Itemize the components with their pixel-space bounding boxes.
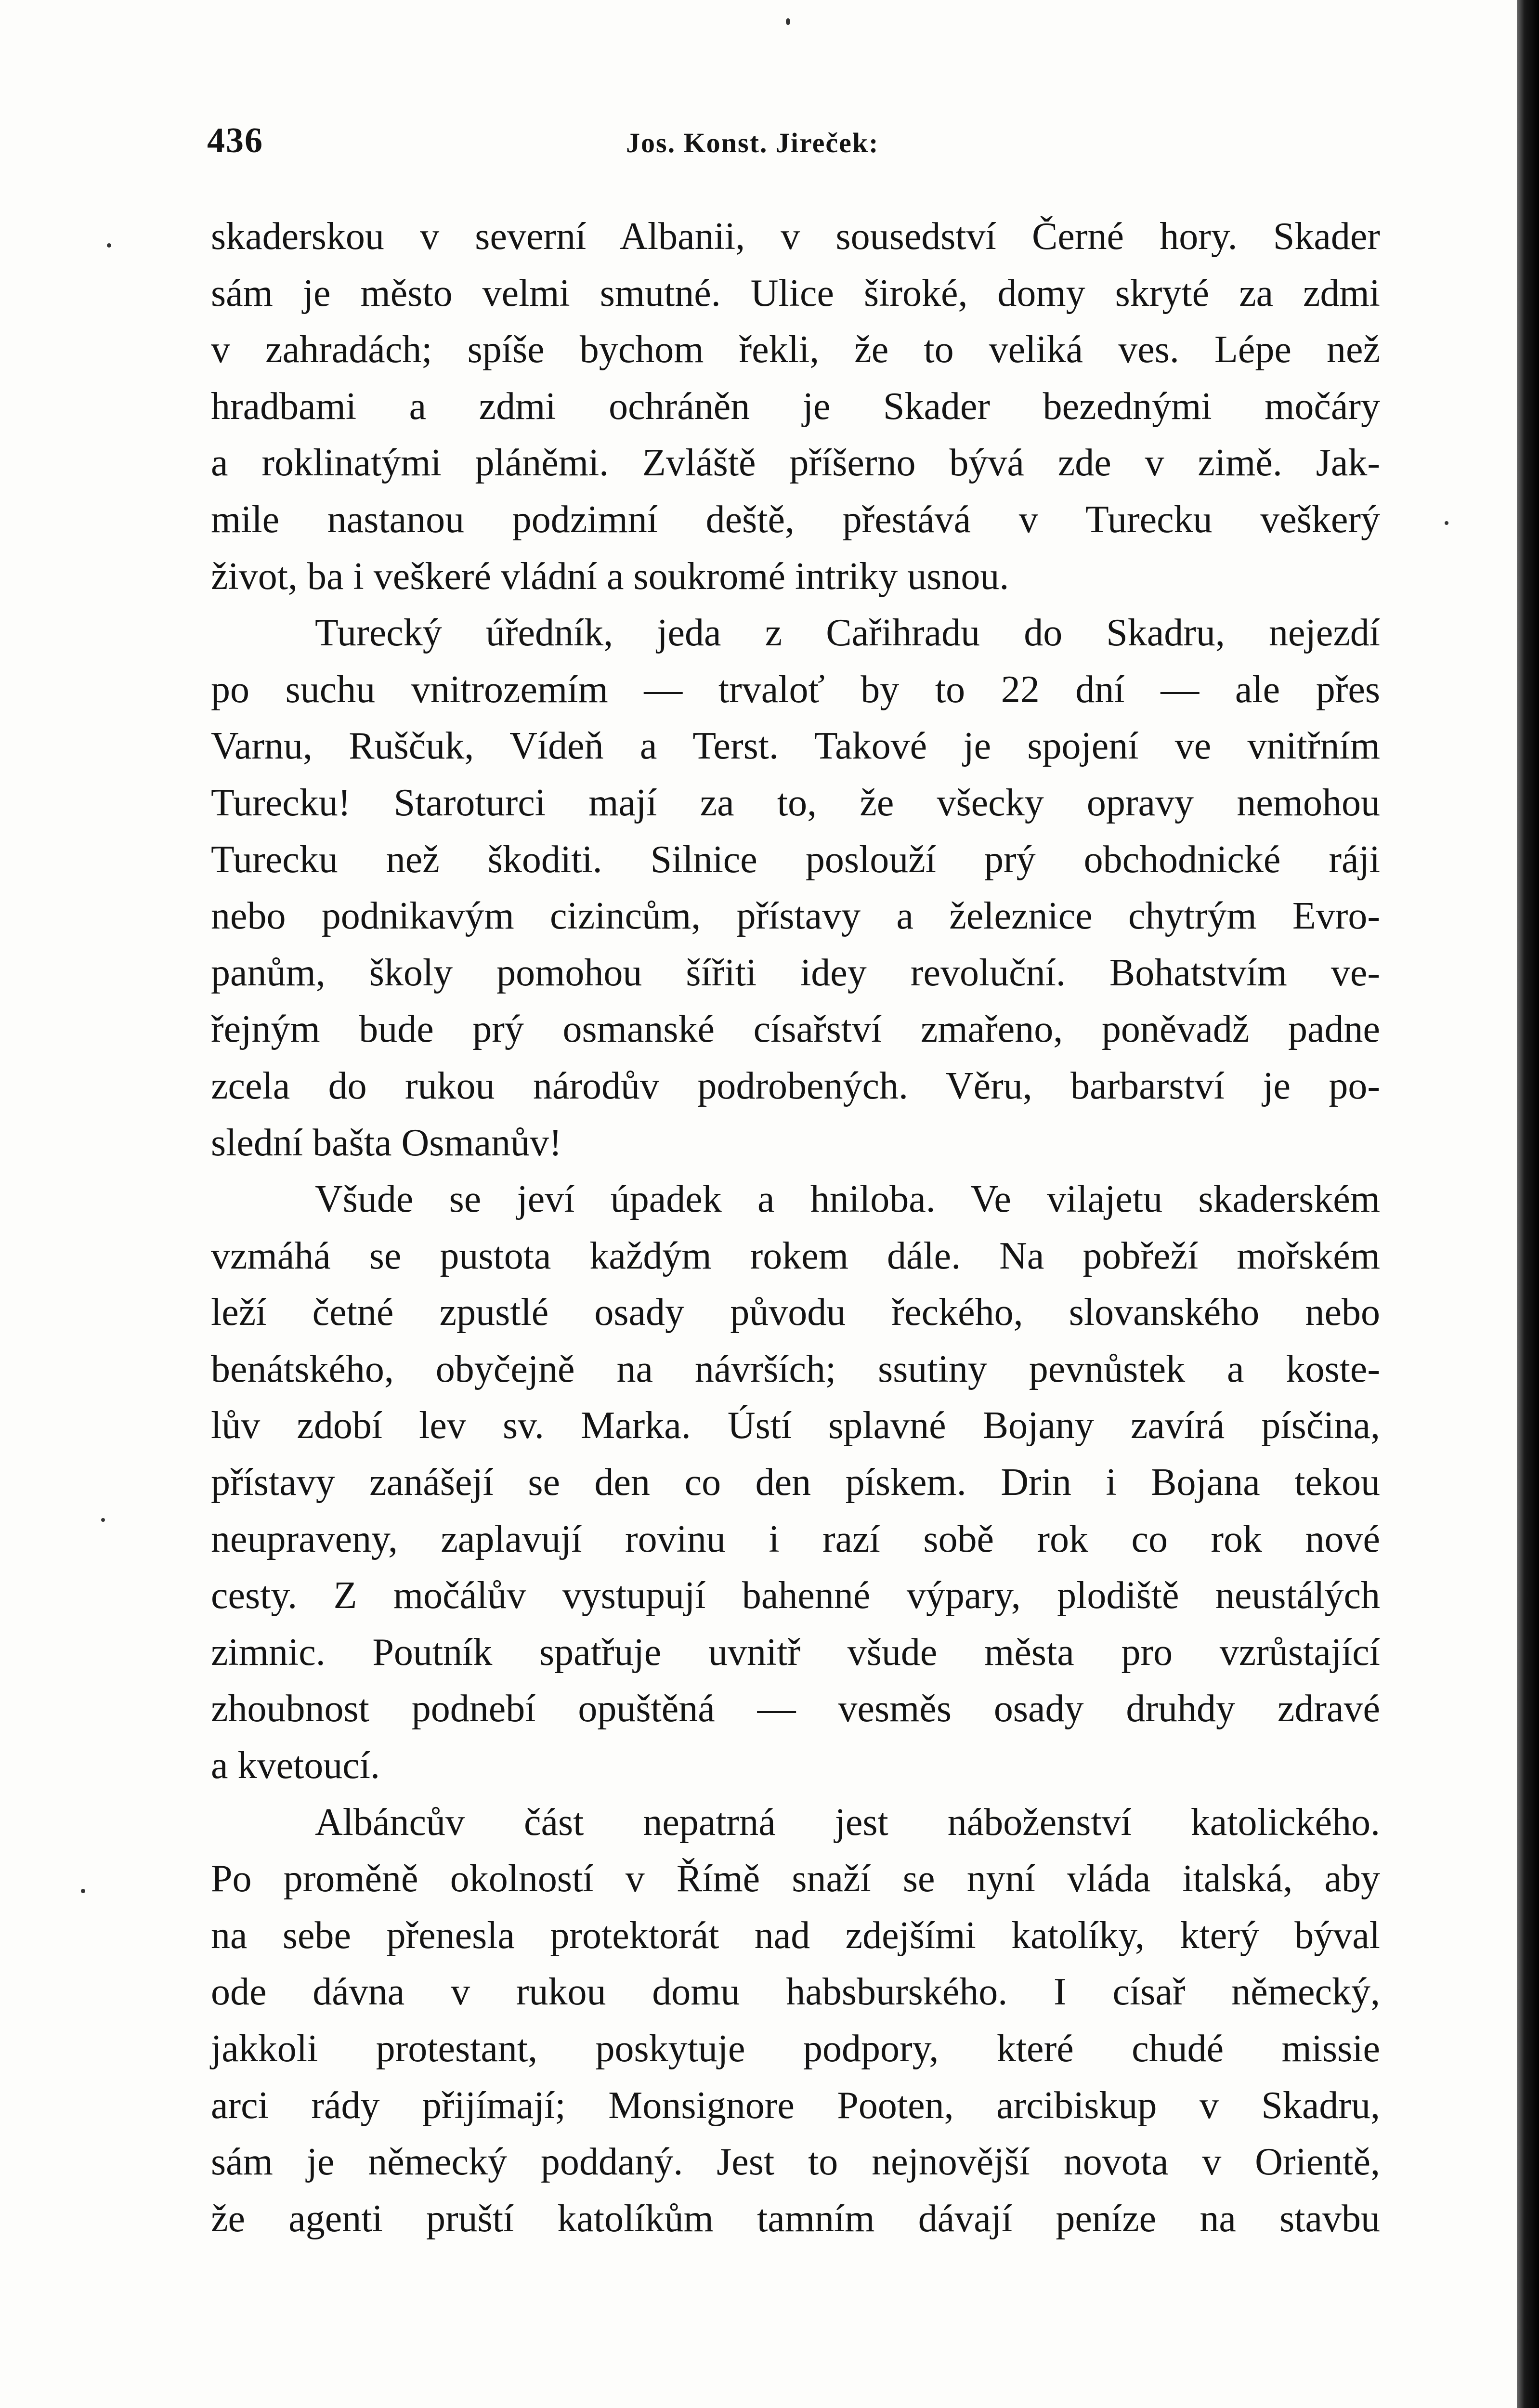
text-line: mile nastanou podzimní deště, přestává v Turecku veškerý — [211, 498, 1380, 541]
text-line: leží četné zpustlé osady původu řeckého, slovanského nebo — [211, 1291, 1380, 1334]
running-head: Jos. Konst. Jireček: — [626, 127, 879, 158]
text-line: vzmáhá se pustota každým rokem dále. Na pobřeží mořském — [211, 1234, 1380, 1277]
text-line: řejným bude prý osmanské císařství zmařeno, poněvadž padne — [211, 1008, 1380, 1051]
text-line: zhoubnost podnebí opuštěná — vesměs osady druhdy zdravé — [211, 1688, 1380, 1730]
page-header — [207, 111, 1377, 169]
text-line: slední bašta Osmanův! — [211, 1121, 562, 1164]
text-line: hradbami a zdmi ochráněn je Skader bezednými močáry — [211, 385, 1380, 428]
body-text — [211, 209, 1380, 2247]
text-line: Albáncův část nepatrná jest náboženství katolického. — [315, 1801, 1380, 1844]
text-line: život, ba i veškeré vládní a soukromé intriky usnou. — [211, 555, 1009, 598]
text-line: jakkoli protestant, poskytuje podpory, které chudé missie — [211, 2028, 1380, 2070]
print-speck — [1445, 521, 1448, 525]
print-speck — [786, 18, 790, 25]
text-line: skaderskou v severní Albanii, v sousedství Černé hory. Skader — [211, 215, 1380, 258]
text-line: neupraveny, zaplavují rovinu i razí sobě rok co rok nové — [211, 1518, 1380, 1560]
text-line: sám je město velmi smutné. Ulice široké, domy skryté za zdmi — [211, 272, 1380, 314]
text-line: zimnic. Poutník spatřuje uvnitř všude města pro vzrůstající — [211, 1631, 1380, 1674]
text-line: panům, školy pomohou šířiti idey revoluční. Bohatstvím ve- — [211, 951, 1380, 994]
print-speck — [101, 1518, 105, 1522]
text-line: Všude se jeví úpadek a hniloba. Ve vilajetu skaderském — [315, 1178, 1380, 1221]
text-line: sám je německý poddaný. Jest to nejnovější novota v Orientě, — [211, 2141, 1380, 2184]
text-line: benátského, obyčejně na návrších; ssutiny pevnůstek a koste- — [211, 1348, 1380, 1390]
text-line: Turecký úředník, jeda z Cařihradu do Skadru, nejezdí — [315, 612, 1380, 654]
scan-edge-shadow — [1517, 0, 1539, 2408]
text-line: arci rády přijímají; Monsignore Pooten, arcibiskup v Skadru, — [211, 2084, 1380, 2127]
text-line: zcela do rukou národův podrobených. Věru, barbarství je po- — [211, 1064, 1380, 1107]
text-line: nebo podnikavým cizincům, přístavy a železnice chytrým Evro- — [211, 895, 1380, 938]
text-line: a kvetoucí. — [211, 1744, 380, 1787]
text-line: na sebe přenesla protektorát nad zdejšími katolíky, který býval — [211, 1914, 1380, 1957]
text-line: že agenti pruští katolíkům tamním dávají peníze na stavbu — [211, 2197, 1380, 2240]
print-speck — [107, 243, 111, 248]
page-number: 436 — [207, 121, 263, 160]
text-line: v zahradách; spíše bychom řekli, že to veliká ves. Lépe než — [211, 328, 1380, 371]
text-line: lův zdobí lev sv. Marka. Ústí splavné Bojany zavírá písčina, — [211, 1404, 1380, 1447]
text-line: ode dávna v rukou domu habsburského. I císař německý, — [211, 1971, 1380, 2014]
print-speck — [81, 1889, 85, 1893]
text-line: a roklinatými pláněmi. Zvláště příšerno bývá zde v zimě. Jak- — [211, 442, 1380, 484]
text-line: Turecku! Staroturci mají za to, že všecky opravy nemohou — [211, 781, 1380, 824]
text-line: po suchu vnitrozemím — trvaloť by to 22 dní — ale přes — [211, 668, 1380, 711]
text-line: Po proměně okolností v Římě snaží se nyní vláda italská, aby — [211, 1858, 1380, 1900]
text-line: přístavy zanášejí se den co den pískem. Drin i Bojana tekou — [211, 1461, 1380, 1504]
text-line: Varnu, Ruščuk, Vídeň a Terst. Takové je spojení ve vnitřním — [211, 725, 1380, 768]
text-line: cesty. Z močálův vystupují bahenné výpary, plodiště neustálých — [211, 1574, 1380, 1617]
text-line: Turecku než škoditi. Silnice poslouží prý obchodnické ráji — [211, 838, 1380, 881]
